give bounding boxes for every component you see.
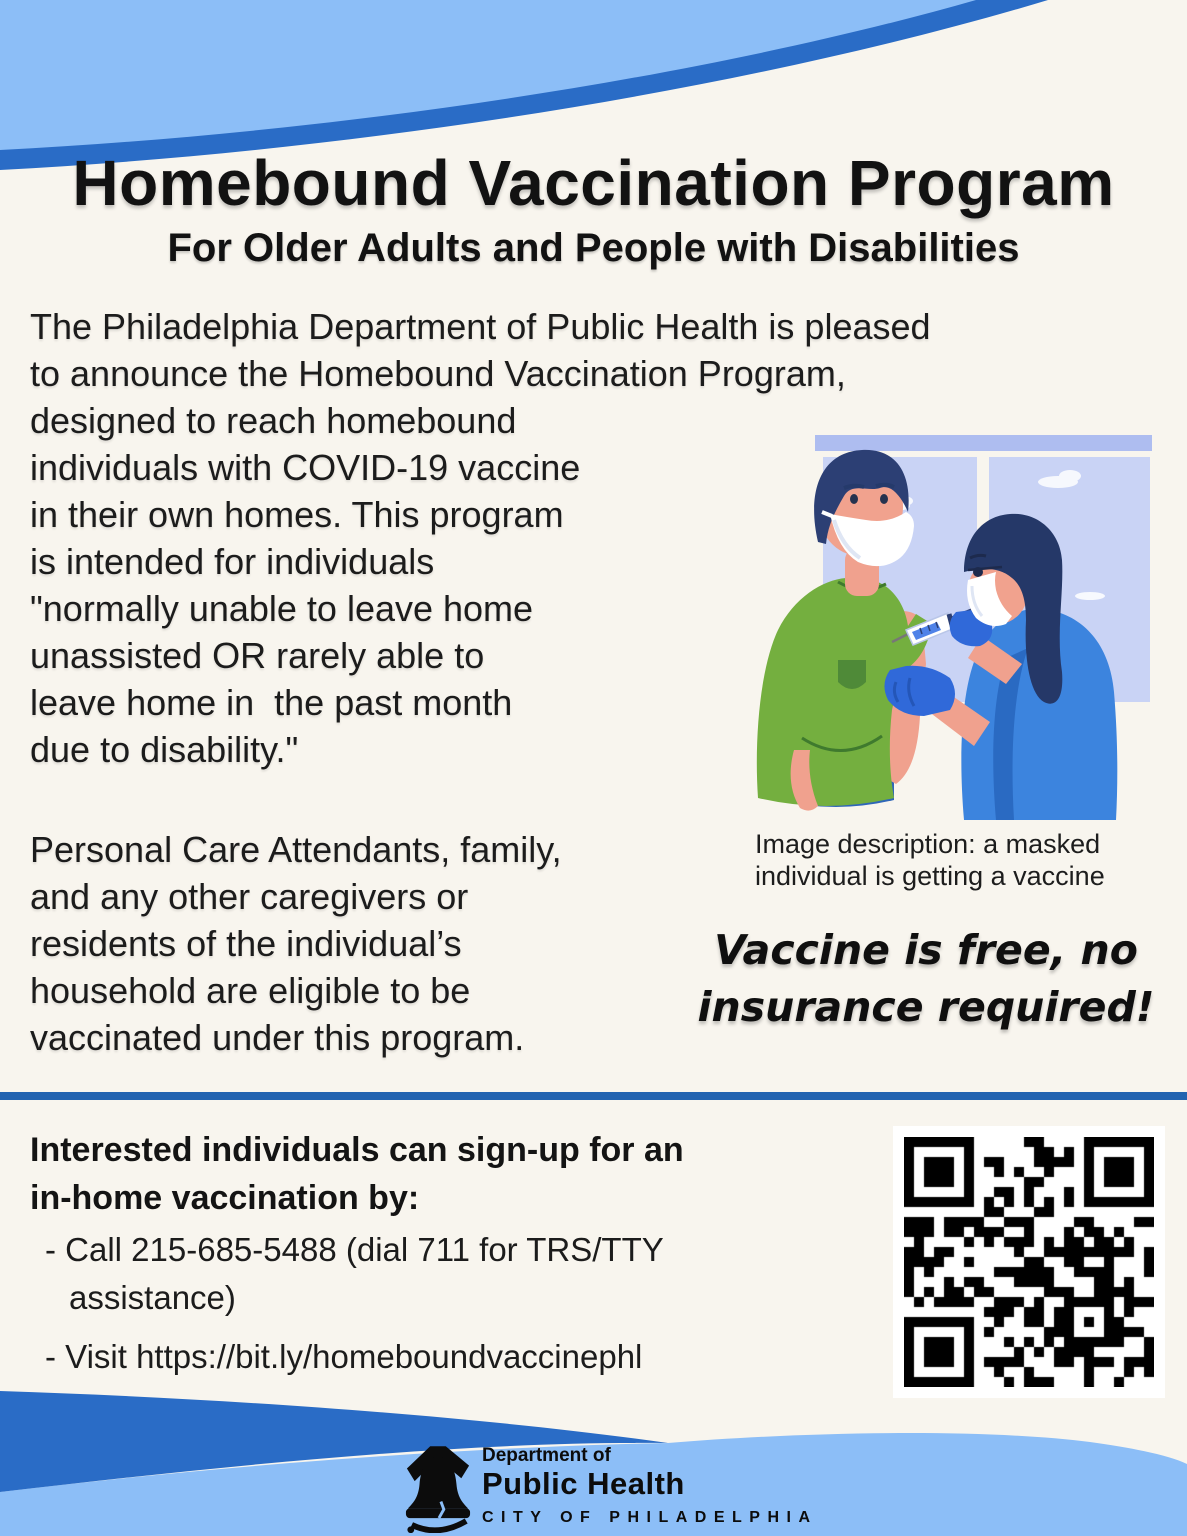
page-title: Homebound Vaccination Program xyxy=(72,147,1115,219)
text-line: Interested individuals can sign-up for an xyxy=(30,1131,684,1169)
call-instruction xyxy=(45,1226,664,1322)
text-line: unassisted OR rarely able to xyxy=(30,635,485,676)
logo-city-of-philadelphia: CITY OF PHILADELPHIA xyxy=(482,1509,818,1526)
text-line: individuals with COVID-19 vaccine xyxy=(30,447,581,488)
section-divider xyxy=(0,1092,1187,1100)
visit-instruction xyxy=(45,1333,642,1381)
text-line: vaccinated under this program. xyxy=(30,1017,525,1058)
text-line: Personal Care Attendants, family, xyxy=(30,829,562,870)
text-line: - Visit https://bit.ly/homeboundvaccinephl xyxy=(45,1338,643,1375)
text-line: Image description: a masked xyxy=(755,829,1101,859)
text-line: - Call 215-685-5488 (dial 711 for TRS/TTY xyxy=(45,1231,664,1268)
text-line: to announce the Homebound Vaccination Program, xyxy=(30,353,846,394)
illustration-caption xyxy=(755,828,1175,892)
department-logo-text xyxy=(482,1445,818,1531)
text-line: household are eligible to be xyxy=(30,970,471,1011)
logo-public-health: Public Health xyxy=(482,1466,685,1501)
vaccination-illustration xyxy=(742,420,1162,820)
text-line: residents of the individual’s xyxy=(30,923,462,964)
qr-code xyxy=(904,1137,1154,1387)
text-line: The Philadelphia Department of Public Health is pleased xyxy=(30,306,931,347)
text-line: individual is getting a vaccine xyxy=(755,861,1105,891)
text-line: and any other caregivers or xyxy=(30,876,469,917)
text-line: "normally unable to leave home xyxy=(30,588,534,629)
text-line: in their own homes. This program xyxy=(30,494,564,535)
signup-heading xyxy=(30,1126,684,1222)
eligibility-paragraph xyxy=(30,826,730,1061)
page-subtitle: For Older Adults and People with Disabilities xyxy=(167,226,1020,270)
qr-code-box xyxy=(893,1126,1165,1398)
text-line: Vaccine is free, no xyxy=(714,926,1138,974)
text-line: leave home in the past month xyxy=(30,682,513,723)
text-line: due to disability." xyxy=(30,729,299,770)
text-line: assistance) xyxy=(69,1279,236,1316)
text-line: insurance required! xyxy=(697,983,1155,1031)
liberty-bell-icon xyxy=(404,1441,472,1533)
text-line: is intended for individuals xyxy=(30,541,435,582)
logo-department-of: Department of xyxy=(482,1445,611,1466)
text-line: in-home vaccination by: xyxy=(30,1179,420,1217)
free-vaccine-callout xyxy=(676,922,1176,1036)
text-line: designed to reach homebound xyxy=(30,400,517,441)
